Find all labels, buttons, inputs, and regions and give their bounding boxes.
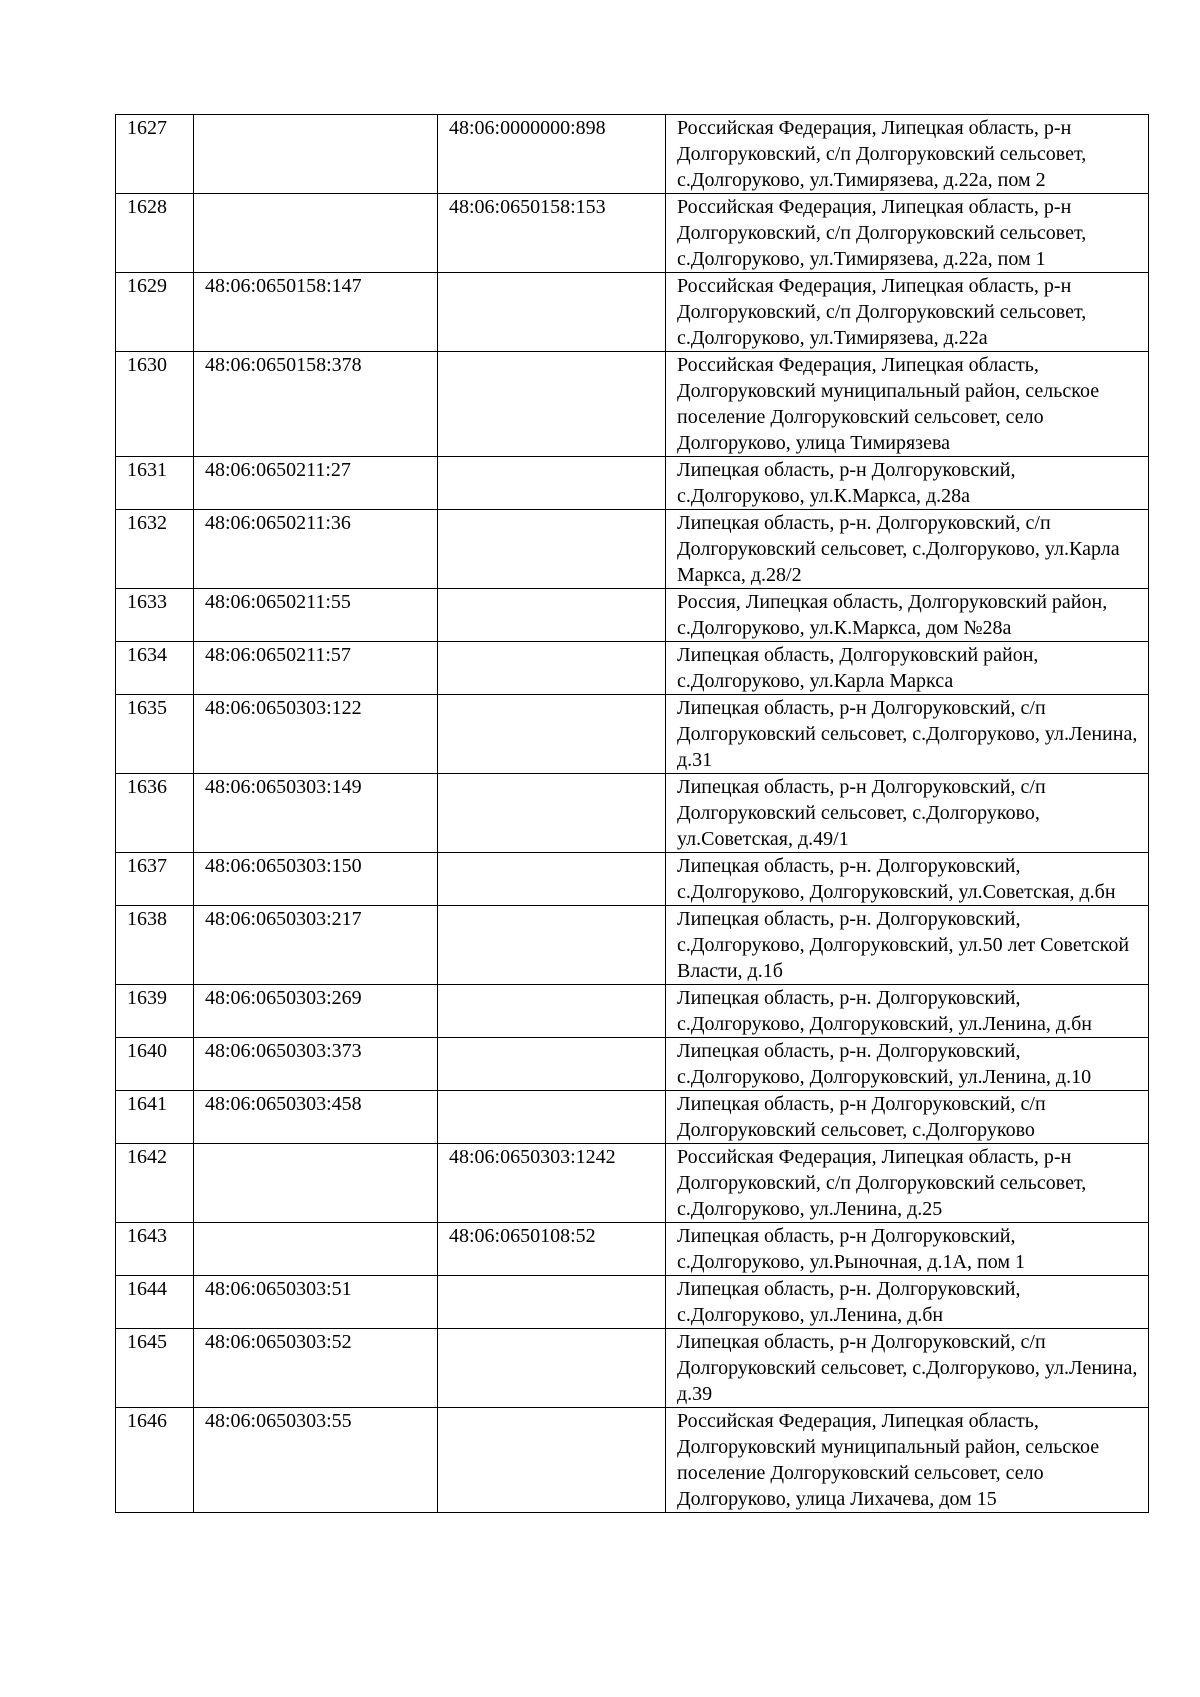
object-cadastral-number-cell — [438, 853, 666, 906]
address-cell: Липецкая область, р-н. Долгоруковский, с.Долгоруково, Долгоруковский, ул.Советская, д.бн — [666, 853, 1149, 906]
address-cell: Липецкая область, р-н Долгоруковский, с/п Долгоруковский сельсовет, с.Долгоруково — [666, 1091, 1149, 1144]
land-cadastral-number-cell — [194, 1223, 438, 1276]
row-number-cell: 1640 — [116, 1038, 194, 1091]
object-cadastral-number-cell — [438, 985, 666, 1038]
row-number-cell: 1628 — [116, 194, 194, 273]
address-cell: Россия, Липецкая область, Долгоруковский район, с.Долгоруково, ул.К.Маркса, дом №28а — [666, 589, 1149, 642]
object-cadastral-number-cell — [438, 1408, 666, 1513]
address-cell: Липецкая область, р-н. Долгоруковский, с.Долгоруково, Долгоруковский, ул.Ленина, д.бн — [666, 985, 1149, 1038]
land-cadastral-number-cell: 48:06:0650211:36 — [194, 510, 438, 589]
land-cadastral-number-cell: 48:06:0650211:27 — [194, 457, 438, 510]
row-number-cell: 1635 — [116, 695, 194, 774]
object-cadastral-number-cell: 48:06:0650108:52 — [438, 1223, 666, 1276]
address-cell: Липецкая область, р-н. Долгоруковский, с.Долгоруково, Долгоруковский, ул.50 лет Советской Власти, д.1б — [666, 906, 1149, 985]
table-row — [116, 906, 1149, 985]
land-cadastral-number-cell: 48:06:0650303:458 — [194, 1091, 438, 1144]
table-row — [116, 1329, 1149, 1408]
table-row — [116, 115, 1149, 194]
land-cadastral-number-cell: 48:06:0650303:52 — [194, 1329, 438, 1408]
land-cadastral-number-cell: 48:06:0650211:55 — [194, 589, 438, 642]
table-row — [116, 1091, 1149, 1144]
object-cadastral-number-cell: 48:06:0000000:898 — [438, 115, 666, 194]
land-cadastral-number-cell — [194, 115, 438, 194]
object-cadastral-number-cell — [438, 1276, 666, 1329]
row-number-cell: 1646 — [116, 1408, 194, 1513]
object-cadastral-number-cell — [438, 774, 666, 853]
address-cell: Липецкая область, р-н Долгоруковский, с/п Долгоруковский сельсовет, с.Долгоруково, ул.Ленина, д.31 — [666, 695, 1149, 774]
object-cadastral-number-cell: 48:06:0650158:153 — [438, 194, 666, 273]
object-cadastral-number-cell — [438, 510, 666, 589]
land-cadastral-number-cell: 48:06:0650303:55 — [194, 1408, 438, 1513]
object-cadastral-number-cell — [438, 642, 666, 695]
registry-table — [115, 114, 1149, 1513]
land-cadastral-number-cell: 48:06:0650211:57 — [194, 642, 438, 695]
row-number-cell: 1634 — [116, 642, 194, 695]
address-cell: Российская Федерация, Липецкая область, р-н Долгоруковский, с/п Долгоруковский сельсовет, с.Долгоруково, ул.Ленина, д.25 — [666, 1144, 1149, 1223]
object-cadastral-number-cell — [438, 1329, 666, 1408]
table-row — [116, 1144, 1149, 1223]
row-number-cell: 1638 — [116, 906, 194, 985]
object-cadastral-number-cell — [438, 906, 666, 985]
address-cell: Липецкая область, р-н. Долгоруковский, с.Долгоруково, ул.Ленина, д.бн — [666, 1276, 1149, 1329]
land-cadastral-number-cell: 48:06:0650303:149 — [194, 774, 438, 853]
land-cadastral-number-cell: 48:06:0650303:217 — [194, 906, 438, 985]
table-row — [116, 642, 1149, 695]
table-row — [116, 510, 1149, 589]
land-cadastral-number-cell: 48:06:0650303:373 — [194, 1038, 438, 1091]
address-cell: Липецкая область, р-н Долгоруковский, с.Долгоруково, ул.К.Маркса, д.28а — [666, 457, 1149, 510]
row-number-cell: 1630 — [116, 352, 194, 457]
land-cadastral-number-cell: 48:06:0650303:150 — [194, 853, 438, 906]
land-cadastral-number-cell — [194, 194, 438, 273]
table-row — [116, 695, 1149, 774]
land-cadastral-number-cell: 48:06:0650303:122 — [194, 695, 438, 774]
address-cell: Российская Федерация, Липецкая область, р-н Долгоруковский, с/п Долгоруковский сельсовет, с.Долгоруково, ул.Тимирязева, д.22а, пом 2 — [666, 115, 1149, 194]
table-row — [116, 457, 1149, 510]
land-cadastral-number-cell — [194, 1144, 438, 1223]
object-cadastral-number-cell — [438, 1038, 666, 1091]
object-cadastral-number-cell — [438, 695, 666, 774]
object-cadastral-number-cell — [438, 352, 666, 457]
table-row — [116, 1223, 1149, 1276]
table-row — [116, 352, 1149, 457]
land-cadastral-number-cell: 48:06:0650303:51 — [194, 1276, 438, 1329]
row-number-cell: 1645 — [116, 1329, 194, 1408]
land-cadastral-number-cell: 48:06:0650303:269 — [194, 985, 438, 1038]
table-row — [116, 273, 1149, 352]
address-cell: Российская Федерация, Липецкая область, р-н Долгоруковский, с/п Долгоруковский сельсовет, с.Долгоруково, ул.Тимирязева, д.22а, пом 1 — [666, 194, 1149, 273]
address-cell: Липецкая область, р-н Долгоруковский, с.Долгоруково, ул.Рыночная, д.1А, пом 1 — [666, 1223, 1149, 1276]
address-cell: Липецкая область, р-н. Долгоруковский, с.Долгоруково, Долгоруковский, ул.Ленина, д.10 — [666, 1038, 1149, 1091]
row-number-cell: 1633 — [116, 589, 194, 642]
address-cell: Липецкая область, р-н Долгоруковский, с/п Долгоруковский сельсовет, с.Долгоруково, ул.Ленина, д.39 — [666, 1329, 1149, 1408]
table-row — [116, 589, 1149, 642]
address-cell: Липецкая область, Долгоруковский район, с.Долгоруково, ул.Карла Маркса — [666, 642, 1149, 695]
address-cell: Российская Федерация, Липецкая область, Долгоруковский муниципальный район, сельское поселение Долгоруковский сельсовет, село Долгоруково, улица Лихачева, дом 15 — [666, 1408, 1149, 1513]
address-cell: Липецкая область, р-н. Долгоруковский, с/п Долгоруковский сельсовет, с.Долгоруково, ул.Карла Маркса, д.28/2 — [666, 510, 1149, 589]
object-cadastral-number-cell — [438, 1091, 666, 1144]
address-cell: Российская Федерация, Липецкая область, Долгоруковский муниципальный район, сельское поселение Долгоруковский сельсовет, село Долгоруково, улица Тимирязева — [666, 352, 1149, 457]
table-row — [116, 1408, 1149, 1513]
table-row — [116, 774, 1149, 853]
land-cadastral-number-cell: 48:06:0650158:147 — [194, 273, 438, 352]
object-cadastral-number-cell: 48:06:0650303:1242 — [438, 1144, 666, 1223]
object-cadastral-number-cell — [438, 457, 666, 510]
address-cell: Российская Федерация, Липецкая область, р-н Долгоруковский, с/п Долгоруковский сельсовет, с.Долгоруково, ул.Тимирязева, д.22а — [666, 273, 1149, 352]
row-number-cell: 1627 — [116, 115, 194, 194]
table-row — [116, 1038, 1149, 1091]
land-cadastral-number-cell: 48:06:0650158:378 — [194, 352, 438, 457]
object-cadastral-number-cell — [438, 273, 666, 352]
row-number-cell: 1643 — [116, 1223, 194, 1276]
row-number-cell: 1632 — [116, 510, 194, 589]
row-number-cell: 1641 — [116, 1091, 194, 1144]
table-row — [116, 1276, 1149, 1329]
row-number-cell: 1644 — [116, 1276, 194, 1329]
row-number-cell: 1636 — [116, 774, 194, 853]
row-number-cell: 1637 — [116, 853, 194, 906]
object-cadastral-number-cell — [438, 589, 666, 642]
registry-table-body — [116, 115, 1149, 1513]
row-number-cell: 1629 — [116, 273, 194, 352]
row-number-cell: 1642 — [116, 1144, 194, 1223]
row-number-cell: 1639 — [116, 985, 194, 1038]
table-row — [116, 194, 1149, 273]
row-number-cell: 1631 — [116, 457, 194, 510]
table-row — [116, 853, 1149, 906]
table-row — [116, 985, 1149, 1038]
address-cell: Липецкая область, р-н Долгоруковский, с/п Долгоруковский сельсовет, с.Долгоруково, ул.Советская, д.49/1 — [666, 774, 1149, 853]
